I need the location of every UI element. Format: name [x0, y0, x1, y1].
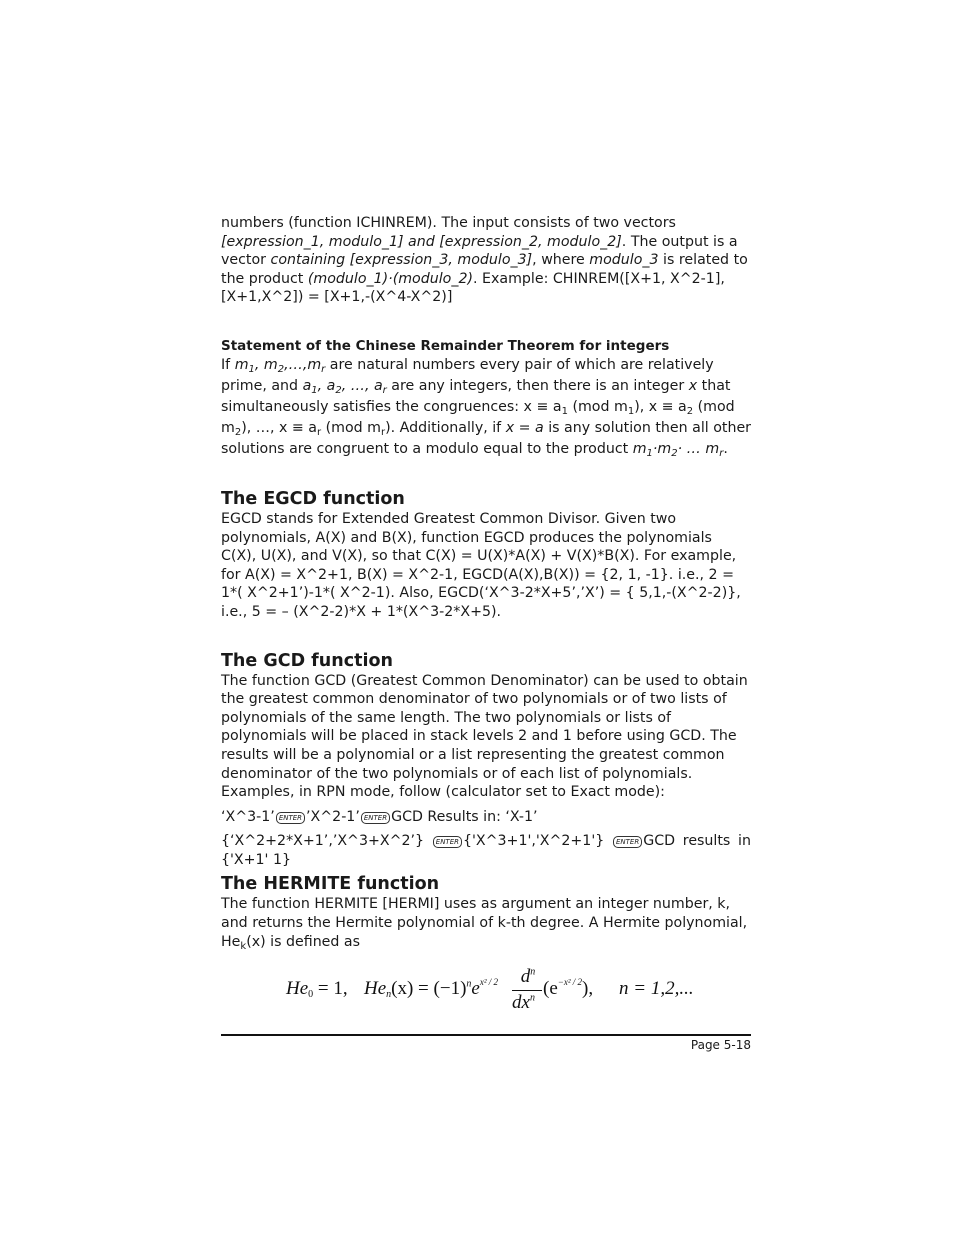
text: ),: [582, 978, 594, 999]
text: {‘X^2+2*X+1’,’X^3+X^2’}: [221, 833, 425, 850]
text: r: [321, 363, 326, 375]
egcd-paragraph: EGCD stands for Extended Greatest Common Divisor. Given two polynomials, A(X) and B(X), function EGCD produces the polynomials C(X), U(X), and V(X), so that C(X) = U(X)*A(X) + V(X)*B(X). For example, for A(X) = X^2+1, B(X) = X^2-1, EGCD(A(X),B(X)) = {2, 1, -1}. i.e., 2 = 1*( X^2+1’)-1*( X^2-1). Also, EGCD(‘X^3-2*X+5’,’X’) = { 5,1,-(X^2-2)}, i.e., 5 = – (X^2-2)*X + 1*(X^3-2*X+5).: [221, 510, 741, 620]
text: ,…,m: [284, 356, 322, 373]
text: .: [723, 440, 728, 457]
text: −x² / 2: [557, 977, 583, 987]
text: that simultaneously satisfies the congruences: x ≡ a: [221, 377, 731, 415]
text: a: [302, 377, 312, 394]
text: (x) is defined as: [246, 933, 361, 950]
footer-rule: [221, 1034, 751, 1036]
text: n: [386, 989, 392, 1000]
intro-paragraph: [221, 214, 751, 307]
text: (modulo_1)·(modulo_2): [307, 270, 474, 287]
text: ), x ≡ a: [634, 398, 687, 415]
text: The function HERMITE [HERMI] uses as argument an integer number, k, and returns the Hermite polynomial of k-th degree. A Hermite polynomial, He: [221, 896, 748, 950]
enter-key-icon: ENTER: [276, 812, 305, 824]
text: x: [688, 377, 698, 394]
gcd-heading: The GCD function: [221, 650, 393, 671]
text: is related to the product: [221, 252, 748, 287]
text: = 1,: [313, 978, 348, 999]
text: n = 1,2,...: [619, 978, 694, 999]
page-number: Page 5-18: [690, 1038, 751, 1052]
text: is any solution then all other solutions are congruent to a modulo equal to the product: [221, 419, 752, 457]
hermite-equation: [286, 966, 706, 1026]
crt-heading: Statement of the Chinese Remainder Theorem for integers: [221, 337, 670, 354]
text: m: [632, 440, 647, 457]
gcd-example-2: [221, 832, 751, 869]
text: {'X^3+1','X^2+1'}: [463, 833, 605, 850]
text: · … m: [677, 440, 720, 457]
text: 1: [646, 447, 653, 459]
text: ’X^2-1’: [306, 808, 360, 825]
text: k: [240, 940, 247, 952]
text: , …, a: [341, 377, 383, 394]
text: 2: [234, 426, 242, 438]
fraction-bar: [512, 990, 542, 991]
text: . Example: CHINREM([X+1, X^2-1],[X+1,X^2]) = [X+1,-(X^4-X^2)]: [221, 270, 725, 306]
enter-key-icon: ENTER: [433, 836, 462, 848]
text: (x) = (−1): [391, 978, 467, 999]
text: 1: [248, 363, 255, 375]
text: GCD results in {'X+1' 1}: [221, 833, 751, 868]
text: 1: [561, 405, 568, 417]
hermite-heading: The HERMITE function: [221, 874, 440, 895]
text: 2: [277, 363, 285, 375]
text: containing [expression_3, modulo_3]: [270, 252, 533, 269]
text: 2: [686, 405, 694, 417]
egcd-heading: The EGCD function: [221, 488, 405, 509]
text: e: [471, 978, 480, 999]
text: , a: [317, 377, 336, 394]
text: He: [364, 978, 387, 999]
text: n: [530, 966, 536, 978]
text: r: [382, 384, 387, 396]
gcd-paragraph: The function GCD (Greatest Common Denominator) can be used to obtain the greatest common denominator of two polynomials or of two lists of polynomials of the same length. The two polynomials or lists of polynomials will be placed in stack levels 2 and 1 before using GCD. The results will be a polynomial or a list representing the greatest common denominator of the two polynomials or of each list of polynomials. Examples, in RPN mode, follow (calculator set to Exact mode):: [221, 672, 748, 801]
text: ), …, x ≡ a: [241, 419, 317, 436]
text: m: [234, 356, 249, 373]
text: r: [380, 426, 386, 438]
text: are any integers, then there is an integer: [386, 377, 689, 394]
text: (e: [543, 978, 558, 999]
crt-paragraph: [221, 355, 751, 460]
text: d: [520, 966, 531, 987]
text: n: [529, 992, 535, 1004]
hermite-paragraph: [221, 895, 751, 951]
enter-key-icon: ENTER: [361, 812, 390, 824]
text: r: [719, 447, 724, 459]
text: , where: [532, 252, 590, 269]
text: ·m: [652, 440, 672, 457]
text: ‘X^3-1’: [221, 808, 275, 825]
text: numbers (function ICHINREM). The input consists of two vectors: [221, 215, 676, 231]
text: (mod m: [567, 398, 628, 415]
text: 1: [627, 405, 635, 417]
document-body: [221, 214, 751, 951]
text: , m: [254, 356, 278, 373]
gcd-example-1: [221, 808, 751, 827]
text: dx: [512, 992, 530, 1013]
text: [expression_1, modulo_1] and [expression_2, modulo_2]: [221, 233, 622, 250]
text: 2: [671, 447, 678, 459]
text: 2: [335, 384, 342, 396]
text: x = a: [505, 419, 544, 436]
text: r: [316, 426, 322, 438]
text: n: [466, 978, 472, 990]
text: He: [286, 978, 309, 999]
text: 0: [308, 989, 314, 1000]
text: GCD Results in: ‘X-1’: [391, 808, 538, 825]
text: ). Additionally, if: [385, 419, 506, 436]
text: 1: [311, 384, 318, 396]
text: modulo_3: [589, 252, 659, 269]
text: . The output is a vector: [221, 233, 738, 269]
text: If: [221, 356, 235, 373]
enter-key-icon: ENTER: [613, 836, 642, 848]
text: (mod m: [321, 419, 381, 436]
text: are natural numbers every pair of which are relatively prime, and: [221, 356, 714, 394]
text: x² / 2: [479, 977, 499, 987]
text: (mod m: [221, 398, 735, 436]
